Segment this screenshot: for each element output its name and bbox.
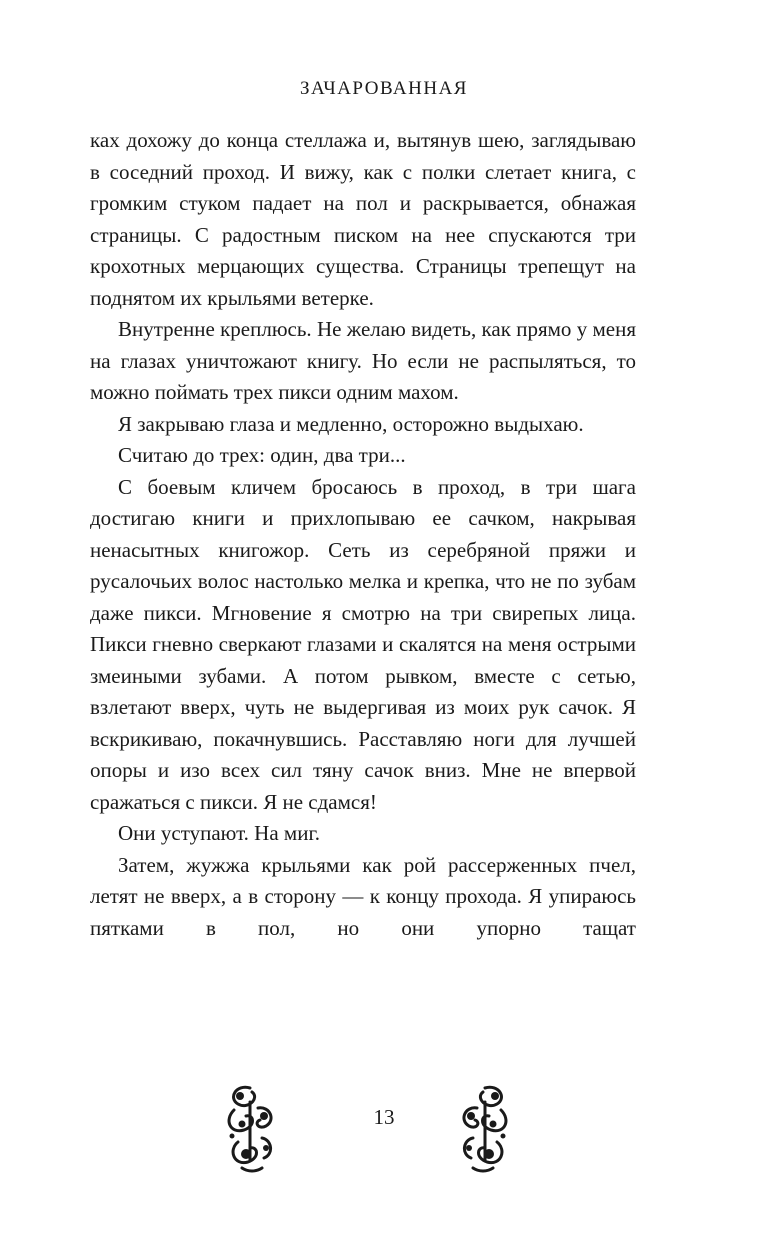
paragraph: Они уступают. На миг. — [118, 821, 320, 845]
page-number: 13 — [373, 1105, 395, 1129]
paragraph-continued: ках дохожу до конца стеллажа и, вытянув шею, заглядываю в соседний проход. И вижу, как с полки слетает книга, с громким стуком падает на пол и раскрывается, обнажая страницы. С радостным писком на нее спускаются три крохотных мерцающих существа. Страницы трепещут на поднятом их крыльями ветерке. — [90, 128, 636, 310]
paragraph: Внутренне креплюсь. Не желаю видеть, как прямо у меня на глазах уничтожают книгу. Но если не распыляться, то можно поймать трех пикси одним махом. — [90, 317, 636, 404]
paragraph: Считаю до трех: один, два три... — [118, 443, 406, 467]
flourish-ornament-icon — [455, 1080, 515, 1175]
paragraph: С боевым кличем бросаюсь в проход, в три шага достигаю книги и прихлопываю ее сачком, накрывая ненасытных книгожор. Сеть из серебряной пряжи и русалочьих волос настолько мелка и крепка, что не по зубам даже пикси. Мгновение я смотрю на три свирепых лица. Пикси гневно сверкают глазами и скалятся на меня острыми змеиными зубами. А потом рывком, вместе с сетью, взлетают вверх, чуть не выдергивая из моих рук сачок. Я вскрикиваю, покачнувшись. Расставляю ноги для лучшей опоры и изо всех сил тяну сачок вниз. Мне не впервой сражаться с пикси. Я не сдамся! — [90, 474, 636, 814]
body-text — [90, 125, 636, 944]
page-footer — [0, 1080, 768, 1190]
paragraph: Я закрываю глаза и медленно, осторожно выдыхаю. — [118, 411, 584, 436]
paragraph-continues: Затем, жужжа крыльями как рой рассерженных пчел, летят не вверх, а в сторону — к концу прохода. Я упираюсь пятками в пол, но они упорно тащат — [90, 852, 636, 940]
running-title: ЗАЧАРОВАННАЯ — [300, 78, 468, 99]
